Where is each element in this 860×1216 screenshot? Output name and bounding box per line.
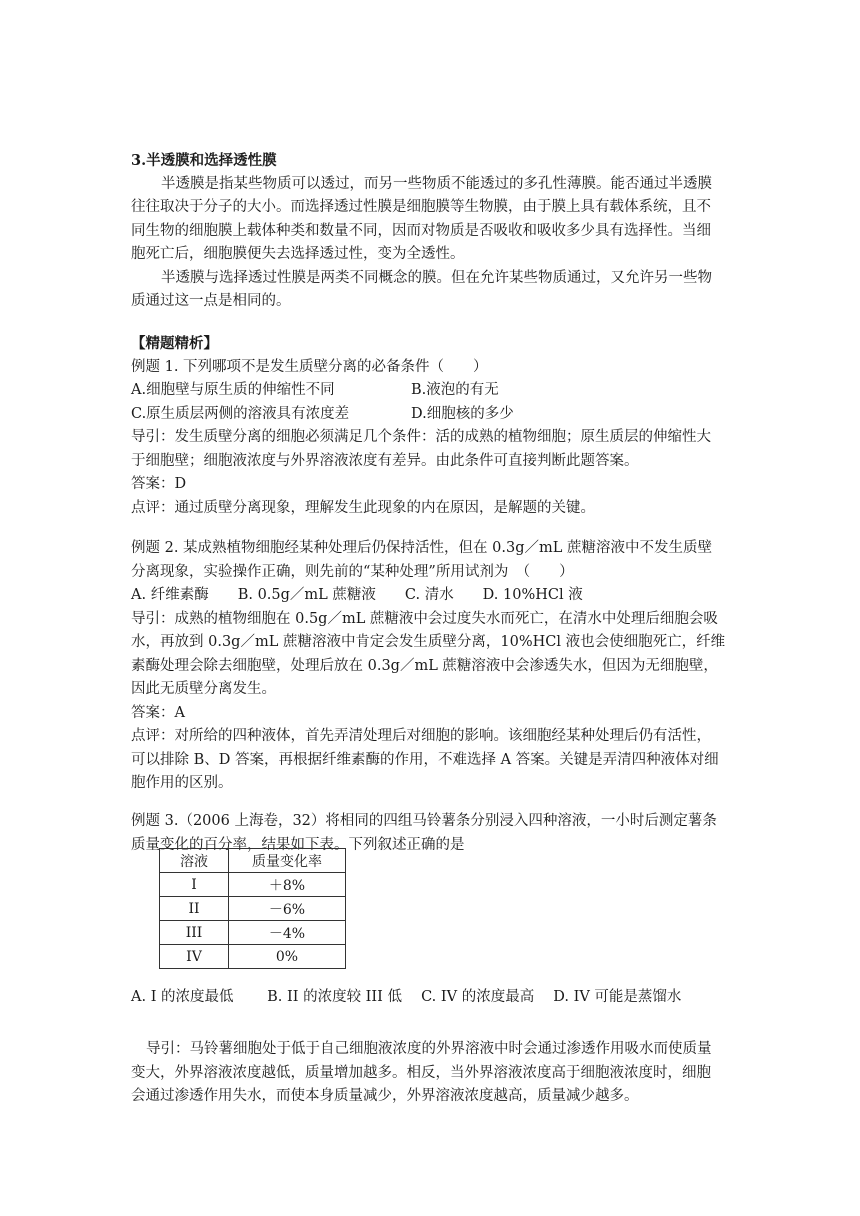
option-c: C.原生质层两侧的溶液具有浓度差 xyxy=(131,405,350,422)
example-stem: 例题 2. 某成熟植物细胞经某种处理后仍保持活性，但在 0.3g／mL 蔗糖溶液中不发生质壁 xyxy=(131,540,712,556)
para1-line: 往往取决于分子的大小。而选择透过性膜是细胞膜等生物膜，由于膜上具有载体系统，且不 xyxy=(131,199,711,215)
answer: 答案：A xyxy=(131,704,185,721)
guide-line: 变大，外界溶液浓度越低，质量增加越多。相反，当外界溶液浓度高于细胞液浓度时，细胞 xyxy=(131,1064,711,1081)
example-stem: 例题 3.（2006 上海卷，32）将相同的四组马铃薯条分别浸入四种溶液，一小时后测定薯条 xyxy=(131,813,717,829)
mass-change-table xyxy=(159,848,346,969)
table-cell: －6% xyxy=(229,897,346,921)
table-row xyxy=(160,897,346,921)
table-cell: IV xyxy=(160,945,229,969)
guide-line: 因此无质壁分离发生。 xyxy=(131,681,276,697)
example-2 xyxy=(131,537,731,796)
table-cell: III xyxy=(160,921,229,945)
comment-line: 胞作用的区别。 xyxy=(131,775,233,791)
table-row xyxy=(160,921,346,945)
section-heading: 3.半透膜和选择透性膜 xyxy=(131,152,277,169)
para1-line: 同生物的细胞膜上载体种类和数量不同，因而对物质是否吸收和吸收多少具有选择性。当细 xyxy=(131,222,711,239)
guide-line: 于细胞壁；细胞液浓度与外界溶液浓度有差异。由此条件可直接判断此题答案。 xyxy=(131,452,639,469)
para2-line: 质通过这一点是相同的。 xyxy=(131,293,291,309)
table-row xyxy=(160,945,346,969)
table-cell: I xyxy=(160,873,229,897)
para1-line: 半透膜是指某些物质可以透过，而另一些物质不能透过的多孔性薄膜。能否通过半透膜 xyxy=(161,175,712,192)
table-row xyxy=(160,873,346,897)
option-a: A.细胞壁与原生质的伸缩性不同 xyxy=(131,382,335,398)
table-header: 溶液 xyxy=(160,849,229,873)
option-row xyxy=(131,379,731,403)
table-cell: 0% xyxy=(229,945,346,969)
options: A. 纤维素酶 B. 0.5g／mL 蔗糖液 C. 清水 D. 10%HCl 液 xyxy=(131,587,583,603)
guide-line: 会通过渗透作用失水，而使本身质量减少，外界溶液浓度越高，质量减少越多。 xyxy=(131,1088,639,1104)
guide-line: 导引：马铃薯细胞处于低于自己细胞液浓度的外界溶液中时会通过渗透作用吸水而使质量 xyxy=(146,1041,712,1057)
guide-line: 水，再放到 0.3g／mL 蔗糖溶液中肯定会发生质壁分离，10%HCl 液也会使细胞死亡，纤维 xyxy=(131,634,726,650)
table-header-row xyxy=(160,849,346,873)
analysis-heading: 【精题精析】 xyxy=(131,335,218,352)
table-cell: －4% xyxy=(229,921,346,945)
example-stem: 质量变化的百分率，结果如下表。下列叙述正确的是 xyxy=(131,836,465,853)
option-row xyxy=(131,403,731,427)
answer: 答案：D xyxy=(131,476,187,492)
comment: 点评：通过质壁分离现象，理解发生此现象的内在原因，是解题的关键。 xyxy=(131,499,595,516)
example-3-options xyxy=(131,986,731,1010)
comment-line: 点评：对所给的四种液体，首先弄清处理后对细胞的影响。该细胞经某种处理后仍有活性， xyxy=(131,728,711,744)
table-cell: II xyxy=(160,897,229,921)
options: A. I 的浓度最低 B. II 的浓度较 III 低 C. IV 的浓度最高 D. IV 可能是蒸馏水 xyxy=(131,989,682,1005)
guide-line: 导引：发生质壁分离的细胞必须满足几个条件：活的成熟的植物细胞；原生质层的伸缩性大 xyxy=(131,429,711,445)
example-stem: 例题 1. 下列哪项不是发生质壁分离的必备条件（ ） xyxy=(131,358,488,375)
table-cell: ＋8% xyxy=(229,873,346,897)
para2-line: 半透膜与选择透过性膜是两类不同概念的膜。但在允许某些物质通过，又允许另一些物 xyxy=(161,269,712,286)
example-1 xyxy=(131,332,731,520)
example-stem: 分离现象，实验操作正确，则先前的“某种处理”所用试剂为 （ ） xyxy=(131,563,574,580)
table-header: 质量变化率 xyxy=(229,849,346,873)
option-b: B.液泡的有无 xyxy=(411,382,499,398)
section-3 xyxy=(131,149,731,314)
guide-line: 素酶处理会除去细胞壁，处理后放在 0.3g／mL 蔗糖溶液中会渗透失水，但因为无细胞壁， xyxy=(131,657,718,674)
guide-line: 导引：成熟的植物细胞在 0.5g／mL 蔗糖液中会过度失水而死亡，在清水中处理后细胞会吸 xyxy=(131,610,718,627)
para1-line: 胞死亡后，细胞膜便失去选择透过性，变为全透性。 xyxy=(131,246,465,262)
comment-line: 可以排除 B、D 答案，再根据纤维素酶的作用，不难选择 A 答案。关键是弄清四种液体对细 xyxy=(131,751,719,768)
example-3-guide xyxy=(131,1038,731,1109)
option-d: D.细胞核的多少 xyxy=(411,405,514,422)
